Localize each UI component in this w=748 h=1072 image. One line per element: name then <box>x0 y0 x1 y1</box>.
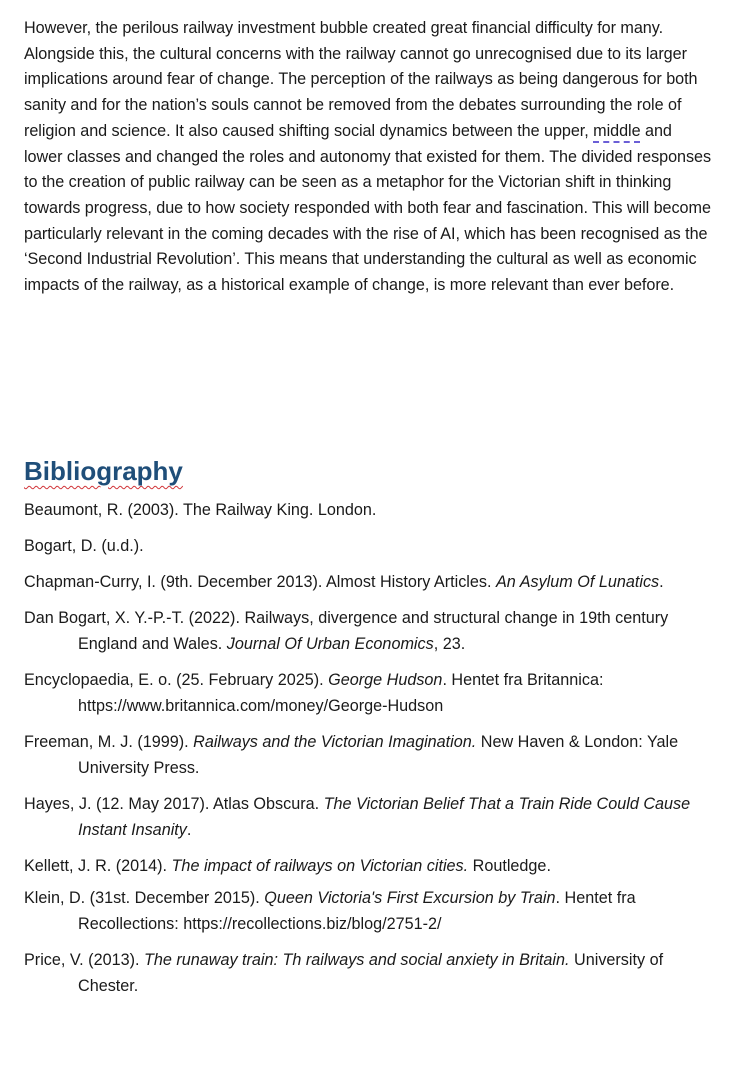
bib-entry-text: Klein, D. (31st. December 2015). <box>24 889 265 907</box>
bib-entry-text: Freeman, M. J. (1999). <box>24 733 194 751</box>
bib-entry-italic: The Victorian Belief That a Train Ride Could Cause Instant Insanity <box>78 795 691 839</box>
bib-entry-tail: . Hentet fra Britannica: https://www.britannica.com/money/George-Hudson <box>78 671 604 715</box>
paragraph-text-part2: and lower classes and changed the roles and autonomy that existed for them. The divided responses to the creation of public railway can be seen as a metaphor for the Victorian shift in thinking towards progress, due to how society responded with both fear and fascination. This will become particularly relevant in the coming decades with the rise of AI, which has been recognised as the ‘Second Industrial Revolution’. This means that understanding the cultural as well as economic impacts of the railway, as a historical example of change, is more relevant than ever before. <box>24 121 712 295</box>
bib-entry <box>24 947 714 999</box>
bib-entry-tail: New Haven & London: Yale University Press. <box>78 733 679 777</box>
bib-entry-text: Encyclopaedia, E. o. (25. February 2025). <box>24 671 329 689</box>
body-paragraph-container <box>24 16 714 299</box>
bib-entry-text: Chapman-Curry, I. (9th. December 2013). Almost History Articles. <box>24 573 496 591</box>
bib-entry <box>24 569 714 595</box>
bib-entry-italic: An Asylum Of Lunatics <box>496 573 660 591</box>
bib-entry-italic: The runaway train: Th railways and social anxiety in Britain. <box>143 951 570 969</box>
bib-entry-italic: Railways and the Victorian Imagination. <box>193 733 477 751</box>
bib-entry-tail: . <box>186 821 192 839</box>
bib-entry-text: Hayes, J. (12. May 2017). Atlas Obscura. <box>24 795 324 813</box>
bib-entry-text: Dan Bogart, X. Y.-P.-T. (2022). Railways, divergence and structural change in 19th century England and Wales. <box>24 609 669 653</box>
bib-entry-italic: George Hudson <box>328 671 443 689</box>
bib-entry-italic: Journal Of Urban Economics <box>226 635 434 653</box>
bib-entry-italic: Queen Victoria's First Excursion by Train <box>264 889 556 907</box>
bib-entry <box>24 667 714 719</box>
bib-entry <box>24 885 714 937</box>
bib-entry-tail: , 23. <box>433 635 466 653</box>
bib-entry-text: Beaumont, R. (2003). The Railway King. London. <box>24 501 377 519</box>
bib-entry-tail: . Hentet fra Recollections: https://recollections.biz/blog/2751-2/ <box>78 889 636 933</box>
bib-entry-tail: University of Chester. <box>78 951 664 995</box>
bibliography-list <box>24 497 714 1009</box>
grammar-flagged-word[interactable]: middle <box>593 121 641 140</box>
bib-entry <box>24 497 714 523</box>
bib-entry <box>24 729 714 781</box>
bib-entry-italic: The impact of railways on Victorian cities. <box>171 857 469 875</box>
bib-entry <box>24 791 714 843</box>
body-paragraph <box>24 16 714 299</box>
bib-entry <box>24 605 714 657</box>
bibliography-heading: Bibliography <box>24 456 183 486</box>
bib-entry-text: Bogart, D. (u.d.). <box>24 537 144 555</box>
bib-entry-text: Price, V. (2013). <box>24 951 144 969</box>
bib-entry <box>24 533 714 559</box>
bib-entry-text: Kellett, J. R. (2014). <box>24 857 172 875</box>
bib-entry-tail: Routledge. <box>468 857 551 875</box>
bib-entry <box>24 853 714 879</box>
bib-entry-tail: . <box>659 573 664 591</box>
paragraph-text-part1: However, the perilous railway investment bubble created great financial difficulty for many. Alongside this, the cultural concerns with the railway cannot go unrecognised due to its larger implications around fear of change. The perception of the railways as being dangerous for both sanity and for the nation’s souls cannot be removed from the debates surrounding the role of religion and science. It also caused shifting social dynamics between the upper, <box>24 19 698 140</box>
